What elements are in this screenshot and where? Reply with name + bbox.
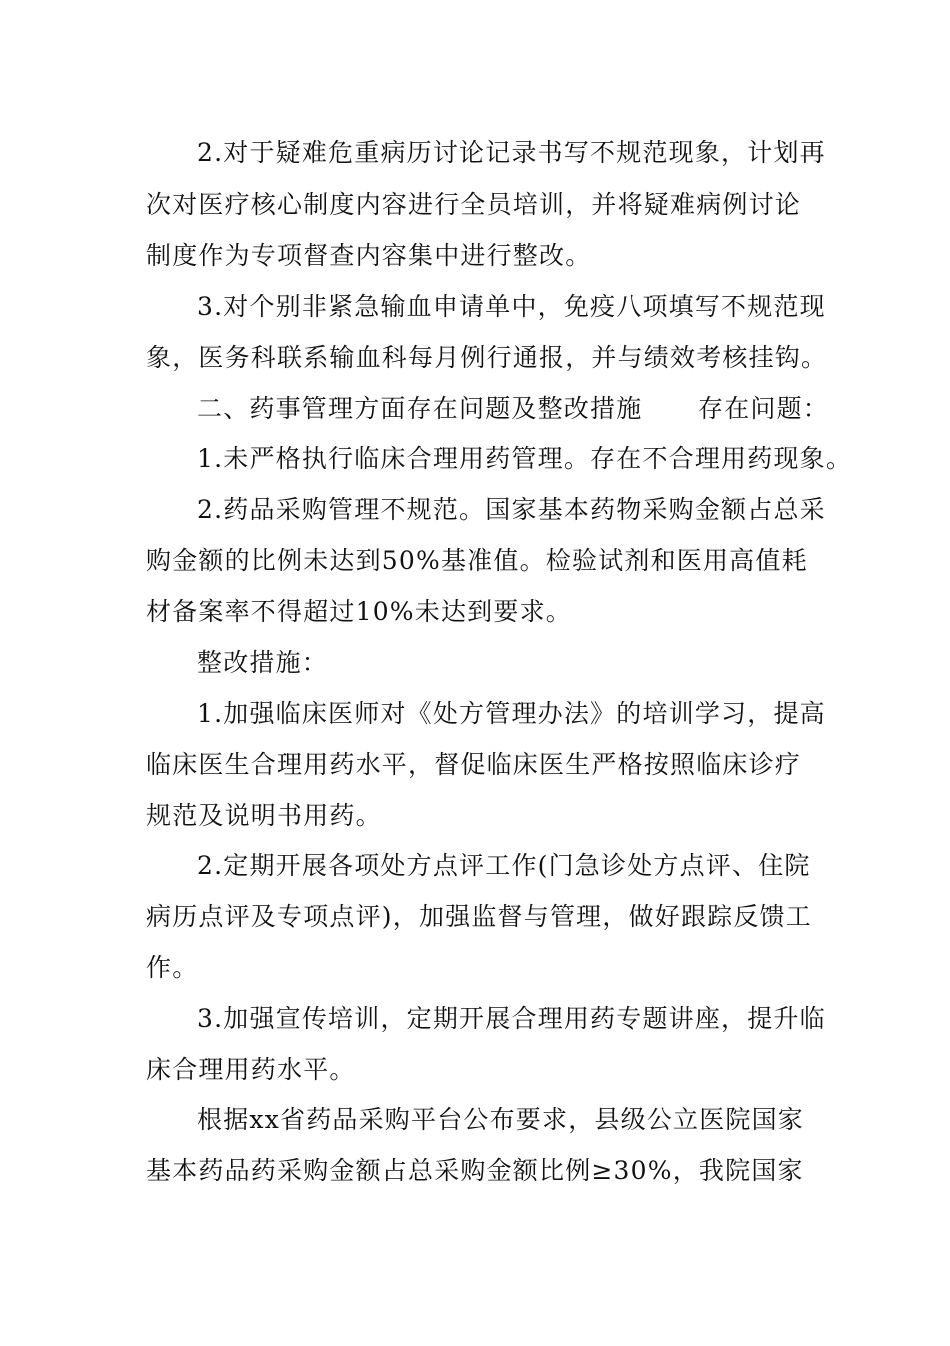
paragraph-line: 1.未严格执行临床合理用药管理。存在不合理用药现象。 [197, 444, 853, 473]
paragraph-line: 购金额的比例未达到50%基准值。检验试剂和医用高值耗 [146, 546, 808, 575]
paragraph-line: 1.加强临床医师对《处方管理办法》的培训学习，提高 [197, 699, 826, 728]
paragraph-line: 临床医生合理用药水平，督促临床医生严格按照临床诊疗 [146, 750, 802, 779]
paragraph-line: 2.定期开展各项处方点评工作(门急诊处方点评、住院 [197, 851, 811, 880]
subheading-problems: 存在问题： [698, 394, 830, 423]
paragraph-line: 规范及说明书用药。 [146, 801, 382, 830]
paragraph-line: 基本药品药采购金额占总采购金额比例≥30%，我院国家 [146, 1156, 804, 1185]
paragraph-line: 2.药品采购管理不规范。国家基本药物采购金额占总采 [197, 495, 826, 524]
paragraph-line: 2.对于疑难危重病历讨论记录书写不规范现象，计划再 [197, 138, 826, 167]
paragraph-line: 作。 [146, 953, 199, 982]
paragraph-line: 床合理用药水平。 [146, 1055, 356, 1084]
paragraph-line: 材备案率不得超过10%未达到要求。 [146, 597, 572, 626]
section-heading: 二、药事管理方面存在问题及整改措施 [197, 394, 643, 423]
paragraph-line: 次对医疗核心制度内容进行全员培训，并将疑难病例讨论 [146, 190, 802, 219]
paragraph-line: 象，医务科联系输血科每月例行通报，并与绩效考核挂钩。 [146, 343, 828, 372]
subheading-measures: 整改措施： [197, 648, 329, 677]
paragraph-line: 3.加强宣传培训，定期开展合理用药专题讲座，提升临 [197, 1004, 826, 1033]
paragraph-line: 病历点评及专项点评)，加强监督与管理，做好跟踪反馈工 [146, 902, 812, 931]
paragraph-line: 根据xx省药品采购平台公布要求，县级公立医院国家 [197, 1105, 805, 1134]
paragraph-line: 制度作为专项督查内容集中进行整改。 [146, 241, 592, 270]
paragraph-line: 3.对个别非紧急输血申请单中，免疫八项填写不规范现 [197, 292, 826, 321]
